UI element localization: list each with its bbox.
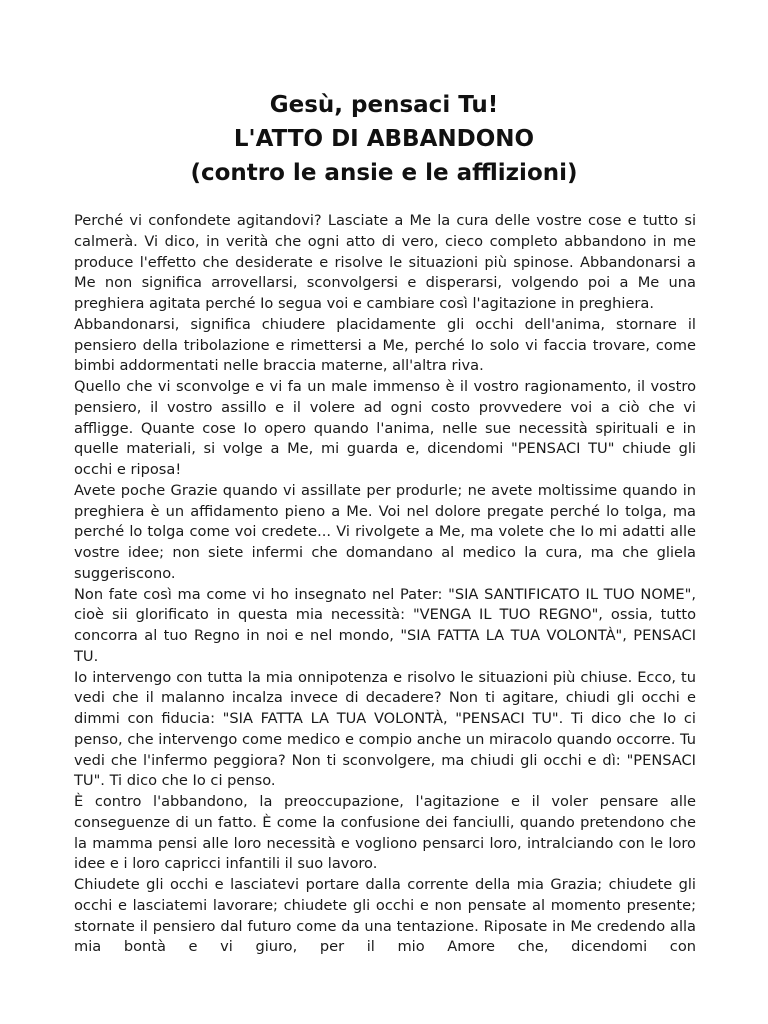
document-body <box>74 211 696 958</box>
paragraph-3: Quello che vi sconvolge e vi fa un male immenso è il vostro ragionamento, il vostro pensiero, il vostro assillo e il volere ad ogni costo provvedere voi a ciò che vi affligge. Quante cose Io opero quando l'anima, nelle sue necessità spirituali e in quelle materiali, si volge a Me, mi guarda e, dicendomi "PENSACI TU" chiude gli occhi e riposa! <box>74 378 696 478</box>
paragraph-7: È contro l'abbandono, la preoccupazione, l'agitazione e il voler pensare alle conseguenze di un fatto. È come la confusione dei fanciulli, quando pretendono che la mamma pensi alle loro necessità e vogliono pensarci loro, intralciando con le loro idee e i loro capricci infantili il suo lavoro. <box>74 793 696 873</box>
document-title <box>0 88 768 190</box>
paragraph-6: Io intervengo con tutta la mia onnipotenza e risolvo le situazioni più chiuse. Ecco, tu vedi che il malanno incalza invece di decadere? Non ti agitare, chiudi gli occhi e dimmi con fiducia: "SIA FATTA LA TUA VOLONTÀ, "PENSACI TU". Ti dico che Io ci penso, che intervengo come medico e compio anche un miracolo quando occorre. Tu vedi che l'infermo peggiora? Non ti sconvolgere, ma chiudi gli occhi e dì: "PENSACI TU". Ti dico che Io ci penso. <box>74 668 696 790</box>
title-line-3: (contro le ansie e le afflizioni) <box>190 160 578 186</box>
paragraph-2: Abbandonarsi, significa chiudere placidamente gli occhi dell'anima, stornare il pensiero della tribolazione e rimettersi a Me, perché Io solo vi faccia trovare, come bimbi addormentati nelle braccia materne, all'altra riva. <box>74 315 696 375</box>
paragraph-5: Non fate così ma come vi ho insegnato nel Pater: "SIA SANTIFICATO IL TUO NOME", cioè sii glorificato in questa mia necessità: "VENGA IL TUO REGNO", ossia, tutto concorra al tuo Regno in noi e nel mondo, "SIA FATTA LA TUA VOLONTÀ", PENSACI TU. <box>74 585 696 665</box>
paragraph-4: Avete poche Grazie quando vi assillate per produrle; ne avete moltissime quando in preghiera è un affidamento pieno a Me. Voi nel dolore pregate perché lo tolga, ma perché lo tolga come voi credete... Vi rivolgete a Me, ma volete che Io mi adatti alle vostre idee; non siete infermi che domandano al medico la cura, ma che gliela suggeriscono. <box>74 481 696 582</box>
paragraph-8: Chiudete gli occhi e lasciatevi portare dalla corrente della mia Grazia; chiudete gli occhi e lasciatemi lavorare; chiudete gli occhi e non pensate al momento presente; stornate il pensiero dal futuro come da una tentazione. Riposate in Me credendo alla mia bontà e vi giuro, per il mio Amore che, dicendomi con <box>74 876 696 956</box>
paragraph-1: Perché vi confondete agitandovi? Lasciate a Me la cura delle vostre cose e tutto si calmerà. Vi dico, in verità che ogni atto di vero, cieco completo abbandono in me produce l'effetto che desiderate e risolve le situazioni più spinose. Abbandonarsi a Me non significa arrovellarsi, sconvolgersi e disperarsi, volgendo poi a Me una preghiera agitata perché Io segua voi e cambiare così l'agitazione in preghiera. <box>74 212 696 312</box>
title-line-2: L'ATTO DI ABBANDONO <box>233 126 535 152</box>
title-line-1: Gesù, pensaci Tu! <box>269 92 499 118</box>
